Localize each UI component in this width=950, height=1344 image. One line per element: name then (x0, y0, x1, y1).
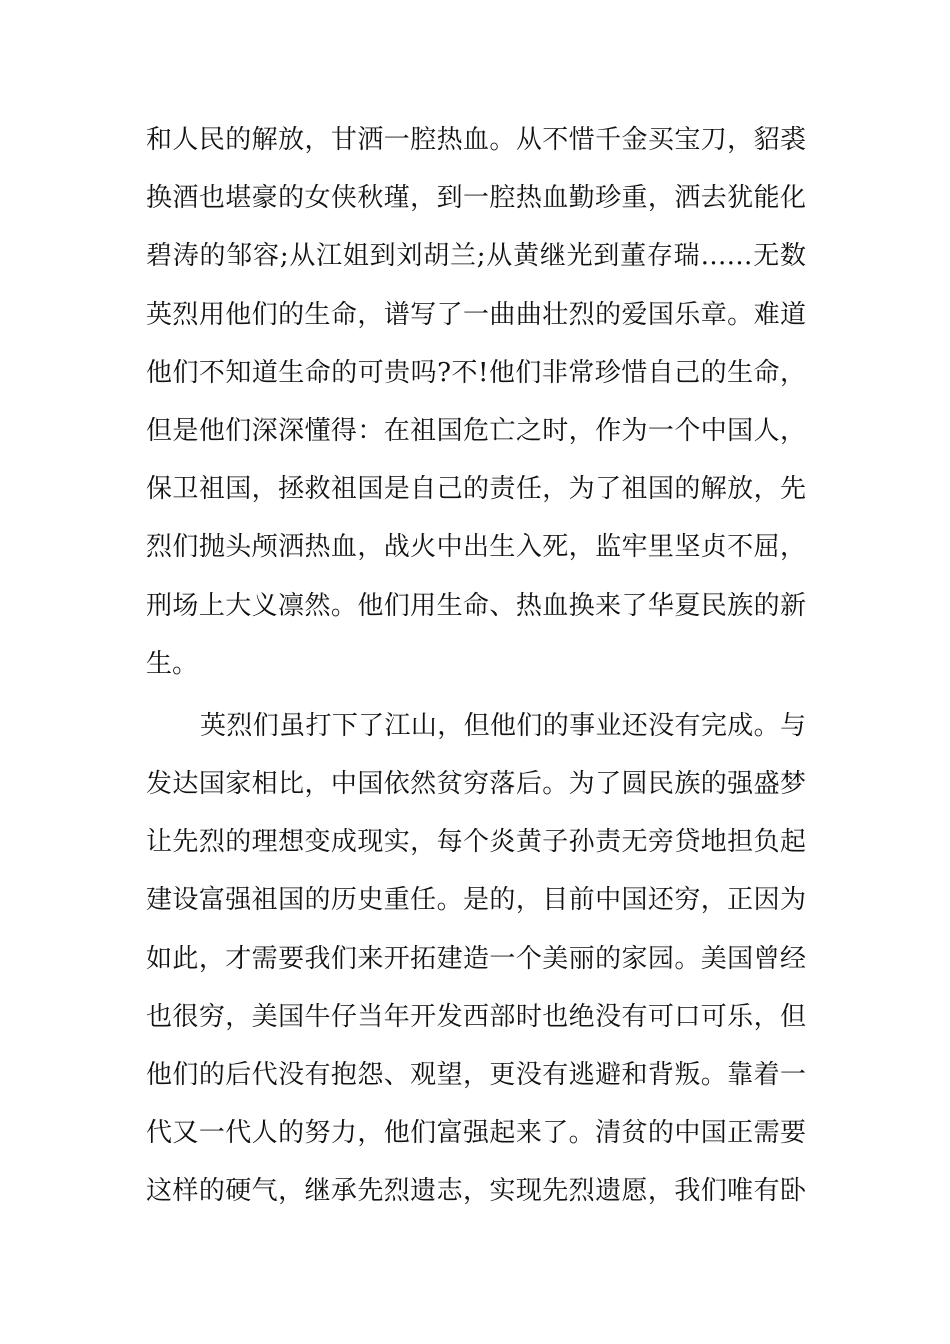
text-line: 代又一代人的努力，他们富强起来了。清贫的中国正需要 (146, 1118, 806, 1149)
text-line: 英烈们虽打下了江山，但他们的事业还没有完成。与 (200, 710, 806, 741)
text-line: 他们的后代没有抱怨、观望，更没有逃避和背叛。靠着一 (146, 1060, 806, 1090)
text-line: 这样的硬气，继承先烈遗志，实现先烈遗愿，我们唯有卧 (146, 1176, 806, 1207)
text-line: 也很穷，美国牛仔当年开发西部时也绝没有可口可乐，但 (146, 1001, 806, 1032)
text-line: 如此，才需要我们来开拓建造一个美丽的家园。美国曾经 (146, 943, 806, 974)
text-line: 刑场上大义凛然。他们用生命、热血换来了华夏民族的新 (146, 590, 806, 621)
text-line: 英烈用他们的生命，谱写了一曲曲壮烈的爱国乐章。难道 (146, 299, 806, 330)
text-line: 建设富强祖国的历史重任。是的，目前中国还穷，正因为 (146, 885, 806, 916)
text-line: 他们不知道生命的可贵吗?不!他们非常珍惜自己的生命， (146, 357, 806, 388)
text-line: 保卫祖国，拯救祖国是自己的责任，为了祖国的解放，先 (146, 474, 806, 505)
text-line: 但是他们深深懂得：在祖国危亡之时，作为一个中国人， (146, 415, 806, 446)
text-line: 让先烈的理想变成现实，每个炎黄子孙责无旁贷地担负起 (146, 827, 806, 858)
text-line: 烈们抛头颅洒热血，战火中出生入死，监牢里坚贞不屈， (146, 532, 806, 563)
text-line: 发达国家相比，中国依然贫穷落后。为了圆民族的强盛梦 (146, 769, 806, 800)
paragraph-1 (146, 118, 806, 700)
paragraph-2 (146, 704, 806, 1228)
text-line: 和人民的解放，甘洒一腔热血。从不惜千金买宝刀，貂裘 (146, 125, 806, 155)
text-line: 碧涛的邹容;从江姐到刘胡兰;从黄继光到董存瑞……无数 (146, 241, 806, 272)
text-line: 生。 (146, 648, 199, 679)
text-line: 换酒也堪豪的女侠秋瑾，到一腔热血勤珍重，洒去犹能化 (146, 183, 806, 214)
document-body (146, 118, 806, 1228)
